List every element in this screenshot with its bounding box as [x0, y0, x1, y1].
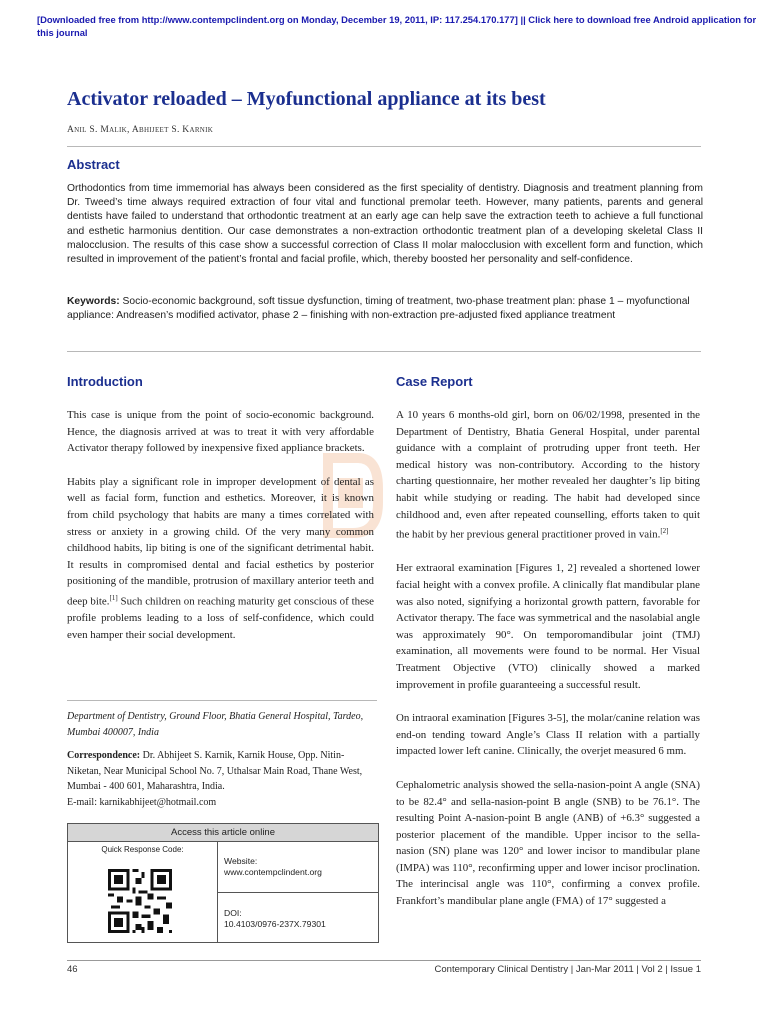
case-paragraph-4: Cephalometric analysis showed the sella-nasion-point A angle (SNA) to be 82.4° and sella-nasion-point B angle (SNB) to be 76.1°. The resulting Point A-nasion-point B angle (ANB) of +6.3° suggested a posterior placement of the mandible. Upper incisor to the sella-nasion (SN) plane was 120° and lower incisor to mandibular plane (IMPA) was 110°, reconfirming upper and lower incisor proclination. The interincisal angle was 110°, confirming a convex profile. Frankfort’s mandibular plane angle (FMA) of 17° suggested a — [396, 778, 700, 908]
article-title: Activator reloaded – Myofunctional appliance at its best — [67, 88, 546, 110]
article-links-panel — [218, 842, 378, 942]
access-box-divider — [218, 892, 378, 893]
case-report-body — [396, 407, 700, 927]
abstract-divider — [67, 351, 701, 352]
abstract-heading: Abstract — [67, 157, 120, 172]
access-box-header: Access this article online — [68, 824, 378, 842]
correspondence-email[interactable]: E-mail: karnikabhijeet@hotmail.com — [67, 796, 217, 808]
introduction-heading: Introduction — [67, 374, 143, 389]
citation-2[interactable]: [2] — [660, 527, 669, 536]
doi-link[interactable]: 10.4103/0976-237X.79301 — [224, 919, 326, 929]
affiliation-divider — [67, 700, 377, 701]
correspondence — [67, 748, 377, 795]
journal-citation: Contemporary Clinical Dentistry | Jan-Mar 2011 | Vol 2 | Issue 1 — [434, 964, 701, 975]
case-report-heading: Case Report — [396, 374, 473, 389]
department-address: Department of Dentistry, Ground Floor, Bhatia General Hospital, Tardeo, Mumbai 400007, India — [67, 711, 364, 738]
abstract-text: Orthodontics from time immemorial has always been considered as the first speciality of dentistry. Diagnosis and treatment planning from Dr. Tweed’s time always required extraction of four vital and functional premolar teeth. However, many patients, parents and general dentists have failed to understand that orthodontic treatment at an early age can help save the extraction teeth to achieve a full functional and esthetic harmonius dentition. Our case demonstrates a non-extraction orthodontic treatment plan of a developing skeletal Class II malocclusion. The results of this case show a successful correction of Class II molar malocclusion with excellent form and function, which resulted in improvement of the patient’s frontal and facial profile, which, thereby boosted her personality and self-confidence. — [67, 183, 703, 266]
doi-label: DOI: — [224, 908, 242, 918]
correspondence-label: Correspondence: — [67, 750, 141, 761]
correspondence-address: Dr. Abhijeet S. Karnik, Karnik House, Opp. Nitin-Niketan, Near Municipal School No. 7, Uthalsar Main Road, Thane West, Mumbai - 400 601, Maharashtra, India. — [67, 750, 363, 792]
keywords-label: Keywords: — [67, 296, 120, 307]
qr-code-icon[interactable] — [108, 864, 172, 938]
article-authors: Anil S. Malik, Abhijeet S. Karnik — [67, 125, 214, 135]
citation-1[interactable]: [1] — [109, 593, 118, 602]
header-divider — [67, 146, 701, 147]
qr-panel — [68, 842, 218, 942]
intro-paragraph-2-end: Such children on reaching maturity get conscious of these profile problems leading to a loss of self-confidence, which could even hamper their social development. — [67, 595, 375, 641]
affiliation-block — [67, 709, 377, 810]
case-paragraph-1-text: A 10 years 6 months-old girl, born on 06/02/1998, presented in the Department of Dentistry, Bhatia General Hospital, under parental guidance with a complaint of protruding upper front teeth. Her medical history was non-contributory. According to the history charting questionnaire, her mother revealed her daughter’s lip biting habit while studying or reading. The habit had developed since childhood and, even after repeated counselling, efforts taken to quit the habit by her previous general practitioner proved in vain. — [396, 409, 700, 541]
intro-paragraph-1: This case is unique from the point of socio-economic background. Hence, the diagnosis arrived at was to treat it with very affordable Activator therapy followed by inexpensive fixed appliance brackets. — [67, 409, 374, 455]
page-number: 46 — [67, 964, 78, 975]
access-article-box — [67, 823, 379, 943]
intro-paragraph-2-text: Habits play a significant role in improper development of dental as well as facial form, function and esthetics. Moreover, it is known from child psychology that habits are many a times correlated with stress or anxiety in a growing child. Of the very many common childhood habits, lip biting is one of the significant detrimental habit. It results in compromised dental and facial esthetics by posterior positioning of the mandible, protrusion of maxillary anterior teeth and deep bite. — [67, 475, 374, 608]
website-link[interactable]: www.contempclindent.org — [224, 867, 322, 877]
footer-divider — [67, 960, 701, 961]
case-paragraph-3: On intraoral examination [Figures 3-5], the molar/canine relation was end-on tending toward Angle’s Class II relation with a partially impacted lower left canine. Clinically, the overjet measured 6 mm. — [396, 712, 700, 758]
case-paragraph-2: Her extraoral examination [Figures 1, 2] revealed a shortened lower facial height with a convex profile. A clinically flat mandibular plane was also noted, signifying a horizontal growth pattern, favorable for Activator therapy. The face was symmetrical and the nasolabial angle was approximately 90°. On temporomandibular joint (TMJ) examination, all movements were found to be normal. Her Visual Treatment Objective (VTO) clinically showed a marked improvement in profile guaranteeing a successful result. — [396, 562, 700, 691]
qr-label: Quick Response Code: — [101, 845, 184, 854]
case-paragraph-1 — [396, 407, 700, 543]
keywords — [67, 295, 703, 323]
introduction-body — [67, 407, 374, 660]
website-label: Website: — [224, 856, 258, 866]
intro-paragraph-2 — [67, 474, 374, 644]
keywords-text: Socio-economic background, soft tissue dysfunction, timing of treatment, two-phase treatment plan: phase 1 – myofunctional appliance: Andreasen’s modified activator, phase 2 – finishing with non-extraction pre-adjusted fixed appliance treatment — [67, 296, 690, 322]
download-banner[interactable]: [Downloaded free from http://www.contempclindent.org on Monday, December 19, 2011, IP: 117.254.170.177] || Click here to download free Android application for this journal — [37, 14, 757, 38]
